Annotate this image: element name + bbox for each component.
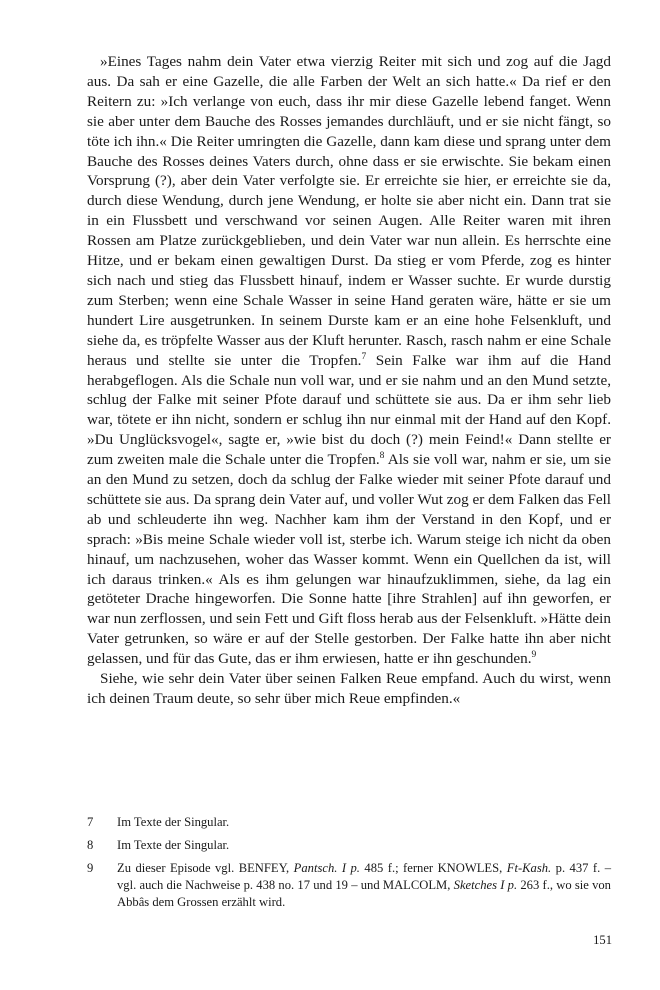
footnote-ref-9: 9 (531, 650, 537, 661)
footnote-segment: p. 437 f. – vgl. auch die Nachweise p. 438 no. 17 und 19 – und MALCOLM, (117, 860, 611, 892)
footnote-ref-8: 8 (379, 451, 385, 462)
paragraph-text: Sein Falke war ihm auf die Hand herabgeflogen. Als die Schale nun voll war, und er sie nahm und an den Mund setzte, schlug der Falke mit seiner Pfote darauf und schüttete sie aus. Da er ihm sehr lieb war, tötete er ihn nicht, sondern er schlug ihn nur einmal mit der Hand auf den Kopf. »Du Unglücksvogel«, sagte er, »wie bist du doch (?) mein Feind!« Dann stellte er zum zweiten male die Schale unter die Tropfen. (87, 351, 611, 469)
footnote (87, 837, 611, 854)
main-text (87, 52, 611, 709)
footnote-segment: Im Texte der Singular. (117, 815, 230, 829)
page-number: 151 (593, 933, 612, 947)
footnote-ref-7: 7 (361, 351, 367, 362)
paragraph-text: »Eines Tages nahm dein Vater etwa vierzig Reiter mit sich und zog auf die Jagd aus. Da sah er eine Gazelle, die alle Farben der Welt an sich hatte.« Da rief er den Reitern zu: »Ich verlange von euch, dass ihr mir diese Gazelle lebend fanget. Wenn sie aber unter dem Bauche des Rosses jemandes durchläuft, und er sie nicht fängt, so töte ich ihn.« Die Reiter umringten die Gazelle, dann kam diese und sprang unter dem Bauche des Rosses deines Vaters durch, ohne dass er sie erwischte. Sie bekam einen Vorsprung (?), aber dein Vater verfolgte sie. Er erreichte sie hier, er erreichte sie da, durch diese Wendung, durch jene Wendung, er holte sie aber nicht ein. Dann trat sie in ein Flussbett und verschwand vor seinen Augen. Alle Reiter waren mit ihren Rossen am Platze zurückgeblieben, und dein Vater war nun allein. Es herrschte eine Hitze, und er bekam einen gewaltigen Durst. Da stieg er vom Pferde, zog es hinter sich nach und stieg das Flussbett hinauf, indem er Wasser suchte. Er wurde durstig zum Sterben; wenn eine Schale Wasser in seine Hand geraten wäre, hätte er sie um hundert Lire ausgetrunken. In seinem Durste kam er an eine hohe Felsenkluft, und siehe da, es tröpfelte Wasser aus der Kluft herunter. Rasch, rasch nahm er eine Schale heraus und stellte sie unter die Tropfen. (87, 53, 611, 369)
citation-title: Pantsch. I p. (293, 860, 360, 875)
paragraph-text: Als sie voll war, nahm er sie, um sie an den Mund zu setzen, doch da schlug der Falke wieder mit seiner Pfote darauf und schüttete sie aus. Da sprang dein Vater auf, und voller Wut zog er dem Falken das Fell ab und schleuderte ihn weg. Nachher kam ihm der Verstand in den Kopf, und er sprach: »Bis meine Schale wieder voll ist, sterbe ich. Warum steige ich nicht da oben hinauf, um nachzusehen, woher das Wasser kommt. Wenn ein Quellchen da ist, will ich daraus trinken.« Als es ihm gelungen war hinaufzuklimmen, siehe, da lag ein getöteter Drache hingeworfen. Die Sonne hatte [ihre Strahlen] auf ihn geworfen, er war nun zerflossen, und sein Fett und Gift floss herab aus der Felsenkluft. »Hätte dein Vater getrunken, so wäre er auf der Stelle gestorben. Der Falke hatte ihn aber nicht gelassen, und für das Gute, das er ihm erwiesen, hatte er ihn geschunden. (87, 451, 611, 668)
footnote-text (117, 814, 611, 831)
footnote-segment: Zu dieser Episode vgl. BENFEY, (117, 860, 294, 875)
footnote-segment: 485 f.; ferner KNOWLES, (359, 860, 507, 875)
footnote-text (117, 860, 611, 911)
footnote-number: 9 (87, 860, 94, 875)
footnote-number: 7 (87, 815, 94, 829)
citation-title: Sketches I p. (453, 877, 518, 892)
footnote (87, 860, 611, 911)
paragraph (87, 669, 611, 709)
footnote-number: 8 (87, 837, 94, 852)
footnote (87, 814, 611, 831)
footnote-segment: 263 f., wo sie von Abbâs dem Grossen erzählt wird. (117, 877, 611, 909)
footnote-segment: Im Texte der Singular. (117, 837, 230, 852)
citation-title: Ft-Kash. (506, 860, 552, 875)
paragraph (87, 52, 611, 669)
footnotes (87, 814, 611, 917)
footnote-text (117, 837, 611, 854)
paragraph-text: Siehe, wie sehr dein Vater über seinen Falken Reue empfand. Auch du wirst, wenn ich deinen Traum deute, so sehr über mich Reue empfinden.« (87, 670, 611, 707)
